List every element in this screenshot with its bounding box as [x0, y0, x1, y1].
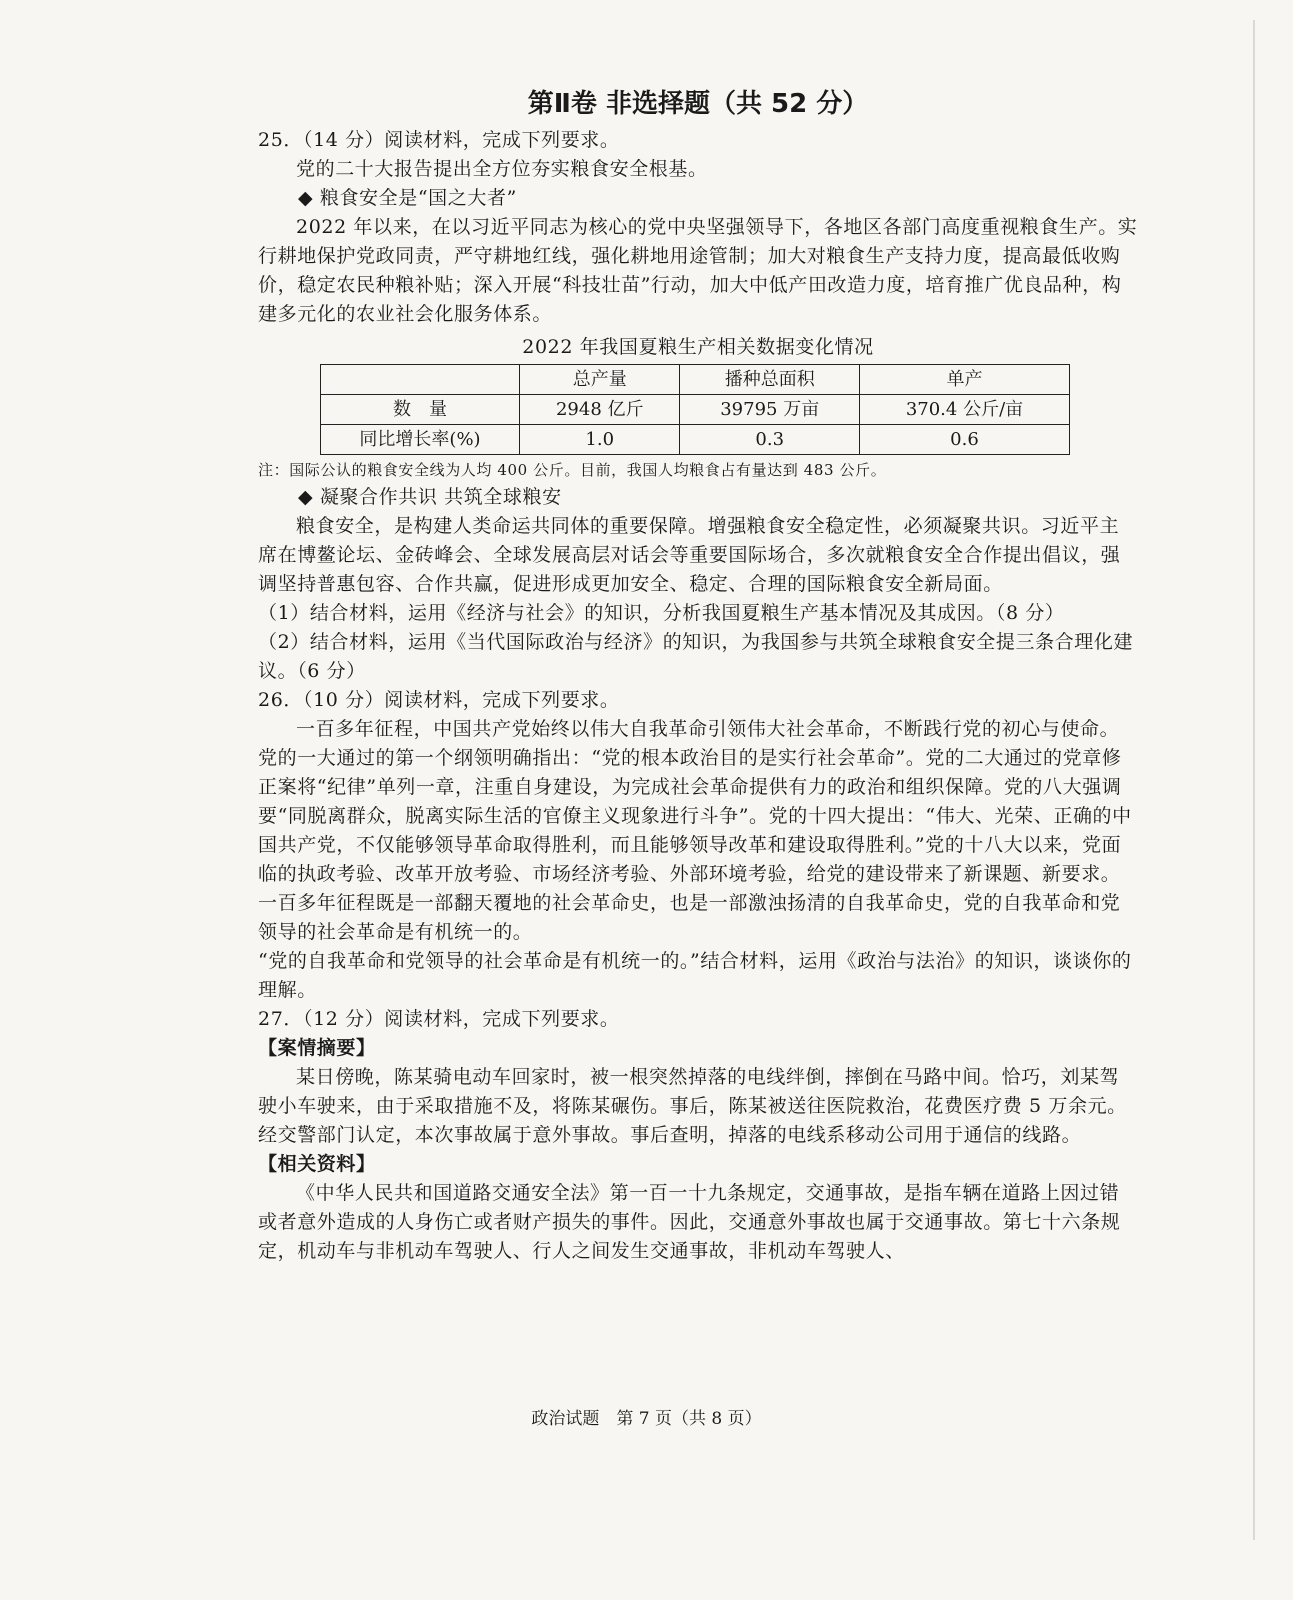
- q25-subtitle-1: ◆ 粮食安全是“国之大者”: [298, 187, 517, 209]
- table-cell: 1.0: [520, 425, 680, 455]
- q25-requirement-2: （2）结合材料，运用《当代国际政治与经济》的知识，为我国参与共筑全球粮食安全提三条合理化建议。（6 分）: [258, 631, 1134, 682]
- q25-paragraph-2: 粮食安全，是构建人类命运共同体的重要保障。增强粮食安全稳定性，必须凝聚共识。习近平主席在博鳌论坛、金砖峰会、全球发展高层对话会等重要国际场合，多次就粮食安全合作提出倡议，强调坚持普惠包容、合作共赢，促进形成更加安全、稳定、合理的国际粮食安全新局面。: [258, 515, 1121, 595]
- table-header-cell: [321, 365, 520, 395]
- q25-requirement-1: （1）结合材料，运用《经济与社会》的知识，分析我国夏粮生产基本情况及其成因。（8 分）: [258, 602, 1065, 624]
- related-material-title: 【相关资料】: [258, 1153, 376, 1175]
- table-row: [321, 425, 1070, 455]
- q27-heading: 27．（12 分）阅读材料，完成下列要求。: [258, 1008, 620, 1030]
- page-footer: 政治试题 第 7 页（共 8 页）: [531, 1409, 762, 1429]
- table-header-cell: 播种总面积: [680, 365, 860, 395]
- table-cell: 2948 亿斤: [520, 395, 680, 425]
- q25-heading: 25．（14 分）阅读材料，完成下列要求。: [258, 129, 620, 151]
- q25-subtitle-2: ◆ 凝聚合作共识 共筑全球粮安: [298, 486, 562, 508]
- table-header-cell: 单产: [859, 365, 1069, 395]
- table-note: 注：国际公认的粮食安全线为人均 400 公斤。目前，我国人均粮食占有量达到 483 公斤。: [258, 461, 887, 479]
- table-cell: 0.6: [859, 425, 1069, 455]
- table-header-row: [321, 365, 1070, 395]
- table-title: 2022 年我国夏粮生产相关数据变化情况: [522, 336, 874, 358]
- case-summary-paragraph: 某日傍晚，陈某骑电动车回家时，被一根突然掉落的电线绊倒，摔倒在马路中间。恰巧，刘某驾驶小车驶来，由于采取措施不及，将陈某碾伤。事后，陈某被送往医院救治，花费医疗费 5 万余元。经交警部门认定，本次事故属于意外事故。事后查明，掉落的电线系移动公司用于通信的线路。: [258, 1066, 1127, 1146]
- section-title: 第Ⅱ卷 非选择题（共 52 分）: [527, 89, 869, 119]
- table-cell: 0.3: [680, 425, 860, 455]
- q26-paragraph: 一百多年征程，中国共产党始终以伟大自我革命引领伟大社会革命，不断践行党的初心与使命。党的一大通过的第一个纲领明确指出：“党的根本政治目的是实行社会革命”。党的二大通过的党章修正案将“纪律”单列一章，注重自身建设，为完成社会革命提供有力的政治和组织保障。党的八大强调要“同脱离群众，脱离实际生活的官僚主义现象进行斗争”。党的十四大提出：“伟大、光荣、正确的中国共产党，不仅能够领导革命取得胜利，而且能够领导改革和建设取得胜利。”党的十八大以来，党面临的执政考验、改革开放考验、市场经济考验、外部环境考验，给党的建设带来了新课题、新要求。一百多年征程既是一部翻天覆地的社会革命史，也是一部激浊扬清的自我革命史，党的自我革命和党领导的社会革命是有机统一的。: [258, 718, 1132, 943]
- table-header-cell: 总产量: [520, 365, 680, 395]
- q25-intro: 党的二十大报告提出全方位夯实粮食安全根基。: [296, 158, 708, 180]
- table-cell: 370.4 公斤/亩: [859, 395, 1069, 425]
- page-content: [258, 84, 1138, 1266]
- case-summary-title: 【案情摘要】: [258, 1037, 376, 1059]
- q25-paragraph-1: 2022 年以来，在以习近平同志为核心的党中央坚强领导下，各地区各部门高度重视粮食生产。实行耕地保护党政同责，严守耕地红线，强化耕地用途管制；加大对粮食生产支持力度，提高最低收购价，稳定农民种粮补贴；深入开展“科技壮苗”行动，加大中低产田改造力度，培育推广优良品种，构建多元化的农业社会化服务体系。: [258, 216, 1138, 325]
- scan-edge-shadow: [1253, 20, 1255, 1540]
- related-material-paragraph: 《中华人民共和国道路交通安全法》第一百一十九条规定，交通事故，是指车辆在道路上因过错或者意外造成的人身伤亡或者财产损失的事件。因此，交通意外事故也属于交通事故。第七十六条规定，机动车与非机动车驾驶人、行人之间发生交通事故，非机动车驾驶人、: [258, 1182, 1121, 1262]
- grain-data-table: [320, 364, 1070, 455]
- table-cell: 同比增长率(%): [321, 425, 520, 455]
- table-cell: 数 量: [321, 395, 520, 425]
- table-cell: 39795 万亩: [680, 395, 860, 425]
- q26-heading: 26．（10 分）阅读材料，完成下列要求。: [258, 689, 620, 711]
- table-row: [321, 395, 1070, 425]
- q26-requirement: “党的自我革命和党领导的社会革命是有机统一的。”结合材料，运用《政治与法治》的知识，谈谈你的理解。: [258, 950, 1132, 1001]
